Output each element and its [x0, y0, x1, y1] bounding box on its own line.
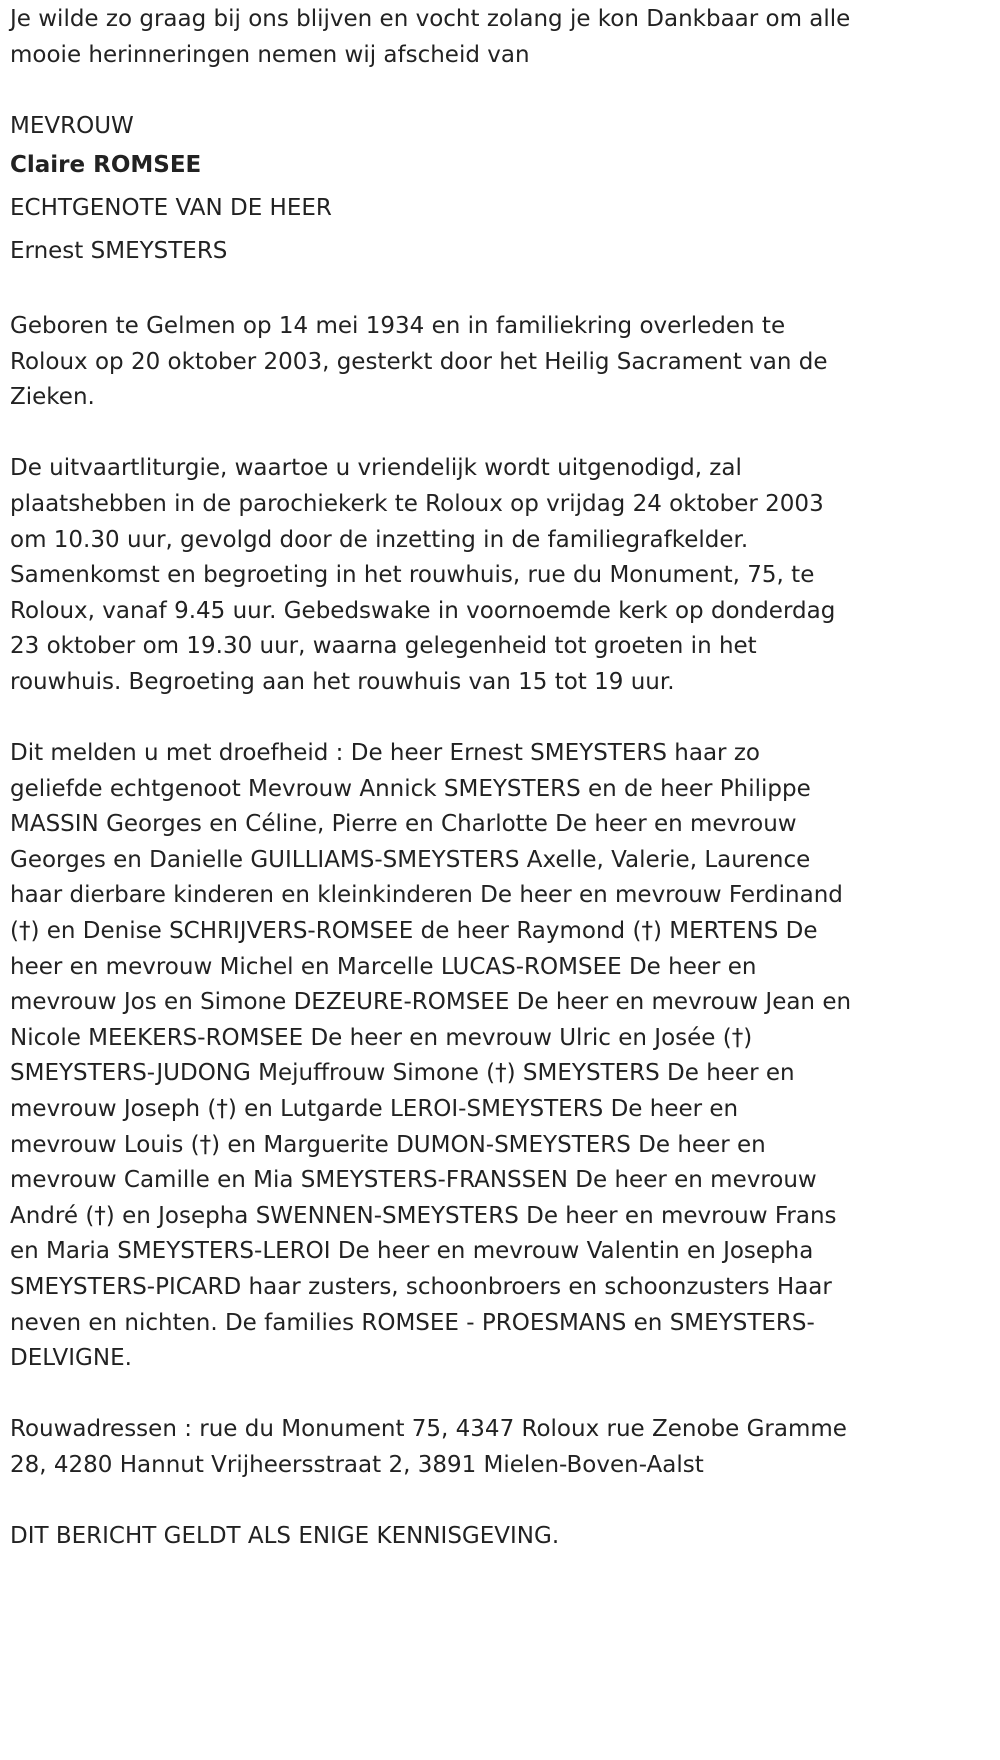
family-line: mevrouw Jos en Simone DEZEURE-ROMSEE De heer en mevrouw Jean en [10, 989, 852, 1016]
family-line: Nicole MEEKERS-ROMSEE De heer en mevrouw Ulric en Josée (†) [10, 1024, 753, 1051]
family-line: geliefde echtgenoot Mevrouw Annick SMEYSTERS en de heer Philippe [10, 775, 811, 802]
funeral-line: De uitvaartliturgie, waartoe u vriendelijk wordt uitgenodigd, zal [10, 455, 742, 482]
intro-line: mooie herinneringen nemen wij afscheid van [10, 41, 530, 68]
address-line: 28, 4280 Hannut Vrijheersstraat 2, 3891 Mielen-Boven-Aalst [10, 1451, 704, 1478]
family-line: mevrouw Joseph (†) en Lutgarde LEROI-SMEYSTERS De heer en [10, 1096, 739, 1123]
obituary-notice [10, 2, 1000, 1590]
intro-line: Je wilde zo graag bij ons blijven en vocht zolang je kon Dankbaar om alle [10, 6, 851, 32]
family-line: SMEYSTERS-JUDONG Mejuffrouw Simone (†) SMEYSTERS De heer en [10, 1060, 795, 1087]
funeral-line: rouwhuis. Begroeting aan het rouwhuis van 15 tot 19 uur. [10, 668, 675, 695]
deceased-block [10, 109, 1000, 274]
family-line: DELVIGNE. [10, 1345, 132, 1372]
funeral-line: Samenkomst en begroeting in het rouwhuis, rue du Monument, 75, te [10, 562, 815, 589]
addresses-paragraph [10, 1412, 1000, 1483]
family-line: mevrouw Louis (†) en Marguerite DUMON-SMEYSTERS De heer en [10, 1131, 766, 1158]
family-paragraph [10, 736, 1000, 1377]
family-line: heer en mevrouw Michel en Marcelle LUCAS-ROMSEE De heer en [10, 953, 757, 980]
family-line: Dit melden u met droefheid : De heer Ernest SMEYSTERS haar zo [10, 740, 760, 767]
deceased-title: MEVROUW [10, 112, 134, 139]
closing-paragraph [10, 1519, 1000, 1555]
family-line: André (†) en Josepha SWENNEN-SMEYSTERS De heer en mevrouw Frans [10, 1202, 837, 1229]
birth-death-paragraph [10, 309, 1000, 416]
funeral-line: plaatshebben in de parochiekerk te Roloux op vrijdag 24 oktober 2003 [10, 490, 824, 517]
family-line: mevrouw Camille en Mia SMEYSTERS-FRANSSEN De heer en mevrouw [10, 1167, 817, 1194]
family-line: en Maria SMEYSTERS-LEROI De heer en mevrouw Valentin en Josepha [10, 1238, 814, 1265]
address-line: Rouwadressen : rue du Monument 75, 4347 Roloux rue Zenobe Gramme [10, 1416, 847, 1443]
family-line: (†) en Denise SCHRIJVERS-ROMSEE de heer Raymond (†) MERTENS De [10, 918, 818, 945]
deceased-spouse: Ernest SMEYSTERS [10, 238, 228, 265]
family-line: MASSIN Georges en Céline, Pierre en Charlotte De heer en mevrouw [10, 811, 797, 838]
deceased-relation: ECHTGENOTE VAN DE HEER [10, 195, 332, 222]
family-line: haar dierbare kinderen en kleinkinderen De heer en mevrouw Ferdinand [10, 882, 843, 909]
funeral-line: om 10.30 uur, gevolgd door de inzetting in de familiegrafkelder. [10, 526, 749, 553]
birth-death-line: Roloux op 20 oktober 2003, gesterkt door het Heilig Sacrament van de [10, 348, 828, 375]
intro-paragraph [10, 2, 1000, 73]
funeral-line: 23 oktober om 19.30 uur, waarna gelegenheid tot groeten in het [10, 633, 757, 660]
birth-death-line: Zieken. [10, 384, 95, 411]
family-line: SMEYSTERS-PICARD haar zusters, schoonbroers en schoonzusters Haar [10, 1274, 832, 1300]
funeral-paragraph [10, 451, 1000, 700]
birth-death-line: Geboren te Gelmen op 14 mei 1934 en in familiekring overleden te [10, 312, 786, 339]
closing-statement: DIT BERICHT GELDT ALS ENIGE KENNISGEVING. [10, 1523, 560, 1550]
family-line: neven en nichten. De families ROMSEE - PROESMANS en SMEYSTERS- [10, 1309, 815, 1336]
family-line: Georges en Danielle GUILLIAMS-SMEYSTERS Axelle, Valerie, Laurence [10, 846, 811, 873]
funeral-line: Roloux, vanaf 9.45 uur. Gebedswake in voornoemde kerk op donderdag [10, 597, 836, 624]
deceased-name: Claire ROMSEE [10, 152, 202, 179]
